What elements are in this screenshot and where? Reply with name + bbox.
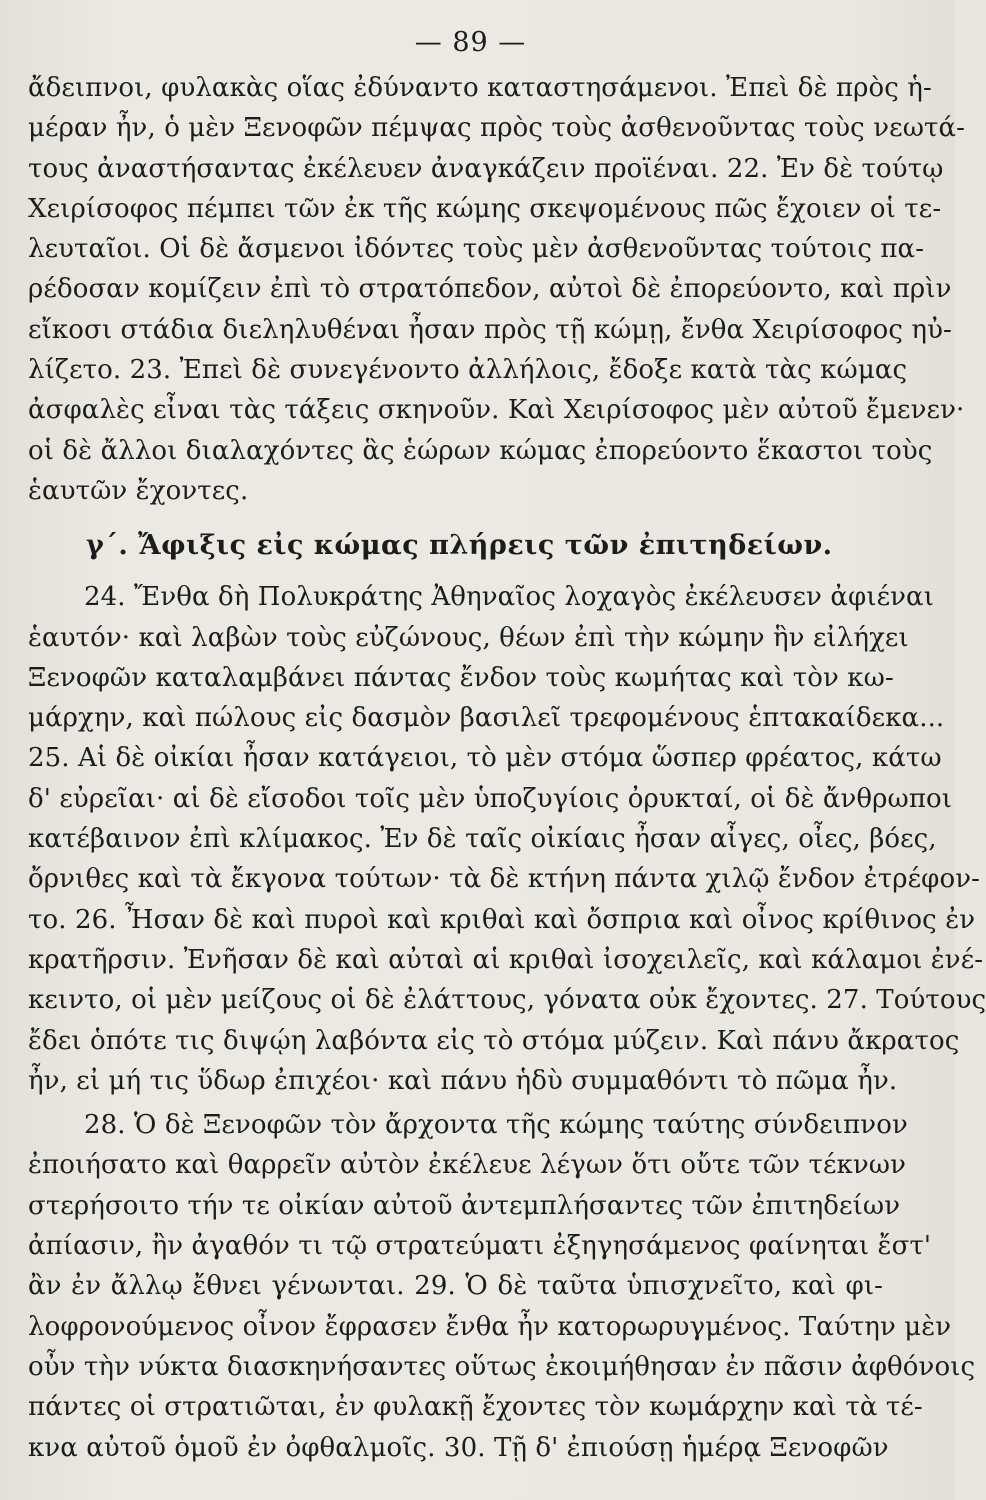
text-line: το. 26. Ἦσαν δὲ καὶ πυροὶ καὶ κριθαὶ καὶ ὄσπρια καὶ οἶνος κρίθινος ἐν [28,904,976,935]
text-line: ἀσφαλὲς εἶναι τὰς τάξεις σκηνοῦν. Καὶ Χειρίσοφος μὲν αὐτοῦ ἔμενεν· [28,395,965,426]
text-line: ἐποιήσατο καὶ θαρρεῖν αὐτὸν ἐκέλευε λέγων ὅτι οὔτε τῶν τέκνων [28,1150,906,1181]
text-line: οὖν τὴν νύκτα διασκηνήσαντες οὕτως ἐκοιμήθησαν ἐν πᾶσιν ἀφθόνοις [28,1351,976,1382]
text-line: 28. Ὁ δὲ Ξενοφῶν τὸν ἄρχοντα τῆς κώμης ταύτης σύνδειπνον [84,1110,908,1141]
text-line: ἂν ἐν ἄλλῳ ἔθνει γένωνται. 29. Ὁ δὲ ταῦτα ὑπισχνεῖτο, καὶ φι- [28,1271,883,1302]
text-line: ἀπίασιν, ἢν ἀγαθόν τι τῷ στρατεύματι ἐξηγησάμενος φαίνηται ἔστ' [28,1231,932,1262]
paragraph-3 [28,1105,976,1468]
text-line: Ξενοφῶν καταλαμβάνει πάντας ἔνδον τοὺς κωμήτας καὶ τὸν κω- [28,662,894,693]
text-line: ὄρνιθες καὶ τὰ ἔκγονα τούτων· τὰ δὲ κτήνη πάντα χιλῷ ἔνδον ἐτρέφον- [28,864,981,895]
text-line: εἴκοσι στάδια διεληλυθέναι ἦσαν πρὸς τῇ κώμῃ, ἔνθα Χειρίσοφος ηὐ- [28,314,952,345]
text-line: ἑαυτόν· καὶ λαβὼν τοὺς εὐζώνους, θέων ἐπὶ τὴν κώμην ἣν εἰλήχει [28,622,909,653]
text-line: κειντο, οἱ μὲν μείζους οἱ δὲ ἐλάττους, γόνατα οὐκ ἔχοντες. 27. Τούτους [28,985,986,1016]
text-line: οἱ δὲ ἄλλοι διαλαχόντες ἃς ἑώρων κώμας ἐπορεύοντο ἕκαστοι τοὺς [28,435,933,466]
text-line: λοφρονούμενος οἶνον ἔφρασεν ἔνθα ἦν κατορωρυγμένος. Ταύτην μὲν [28,1311,952,1342]
paragraph-1 [28,68,966,511]
text-line: 24. Ἔνθα δὴ Πολυκράτης Ἀθηναῖος λοχαγὸς ἐκέλευσεν ἀφιέναι [84,582,935,613]
text-line: μάρχην, καὶ πώλους εἰς δασμὸν βασιλεῖ τρεφομένους ἑπτακαίδεκα... [28,703,945,734]
text-line: κρατῆρσιν. Ἐνῆσαν δὲ καὶ αὐταὶ αἱ κριθαὶ ἰσοχειλεῖς, καὶ κάλαμοι ἐνέ- [28,944,984,975]
text-line: ἑαυτῶν ἔχοντες. [28,475,249,506]
text-line: κνα αὐτοῦ ὁμοῦ ἐν ὀφθαλμοῖς. 30. Τῇ δ' ἐπιούσῃ ἡμέρᾳ Ξενοφῶν [28,1432,889,1463]
text-line: λίζετο. 23. Ἐπεὶ δὲ συνεγένοντο ἀλλήλοις, ἔδοξε κατὰ τὰς κώμας [28,355,908,386]
text-line: 25. Αἱ δὲ οἰκίαι ἦσαν κατάγειοι, τὸ μὲν στόμα ὥσπερ φρέατος, κάτω [28,743,942,774]
text-line: ἦν, εἰ μή τις ὕδωρ ἐπιχέοι· καὶ πάνυ ἡδὺ συμμαθόντι τὸ πῶμα ἦν. [28,1065,898,1096]
section-heading: γ΄. Ἄφιξις εἰς κώμας πλήρεις τῶν ἐπιτηδείων. [86,530,833,562]
text-line: στερήσοιτο τήν τε οἰκίαν αὐτοῦ ἀντεμπλήσαντες τῶν ἐπιτηδείων [28,1190,901,1221]
text-line: πάντες οἱ στρατιῶται, ἐν φυλακῇ ἔχοντες τὸν κωμάρχην καὶ τὰ τέ- [28,1392,923,1423]
text-line: Χειρίσοφος πέμπει τῶν ἐκ τῆς κώμης σκεψομένους πῶς ἔχοιεν οἱ τε- [28,193,942,224]
text-line: τους ἀναστήσαντας ἐκέλευεν ἀναγκάζειν προϊέναι. 22. Ἐν δὲ τούτῳ [28,153,944,184]
text-line: ἔδει ὁπότε τις διψῴη λαβόντα εἰς τὸ στόμα μύζειν. Καὶ πάνυ ἄκρατος [28,1025,960,1056]
text-line: δ' εὐρεῖαι· αἱ δὲ εἴσοδοι τοῖς μὲν ὑποζυγίοις ὀρυκταί, οἱ δὲ ἄνθρωποι [28,783,953,814]
text-line: ρέδοσαν κομίζειν ἐπὶ τὸ στρατόπεδον, αὐτοὶ δὲ ἐπορεύοντο, καὶ πρὶν [28,274,952,305]
text-line: ἄδειπνοι, φυλακὰς οἵας ἐδύναντο καταστησάμενοι. Ἐπεὶ δὲ πρὸς ἡ- [28,73,932,103]
text-line: λευταῖοι. Οἱ δὲ ἄσμενοι ἰδόντες τοὺς μὲν ἀσθενοῦντας τούτοις πα- [28,234,925,265]
text-line: μέραν ἦν, ὁ μὲν Ξενοφῶν πέμψας πρὸς τοὺς ἀσθενοῦντας τοὺς νεωτά- [28,113,966,144]
text-line: κατέβαινον ἐπὶ κλίμακος. Ἐν δὲ ταῖς οἰκίαις ἦσαν αἶγες, οἶες, βόες, [28,824,937,855]
paragraph-2 [28,577,986,1101]
page-number: — 89 — [414,27,527,58]
